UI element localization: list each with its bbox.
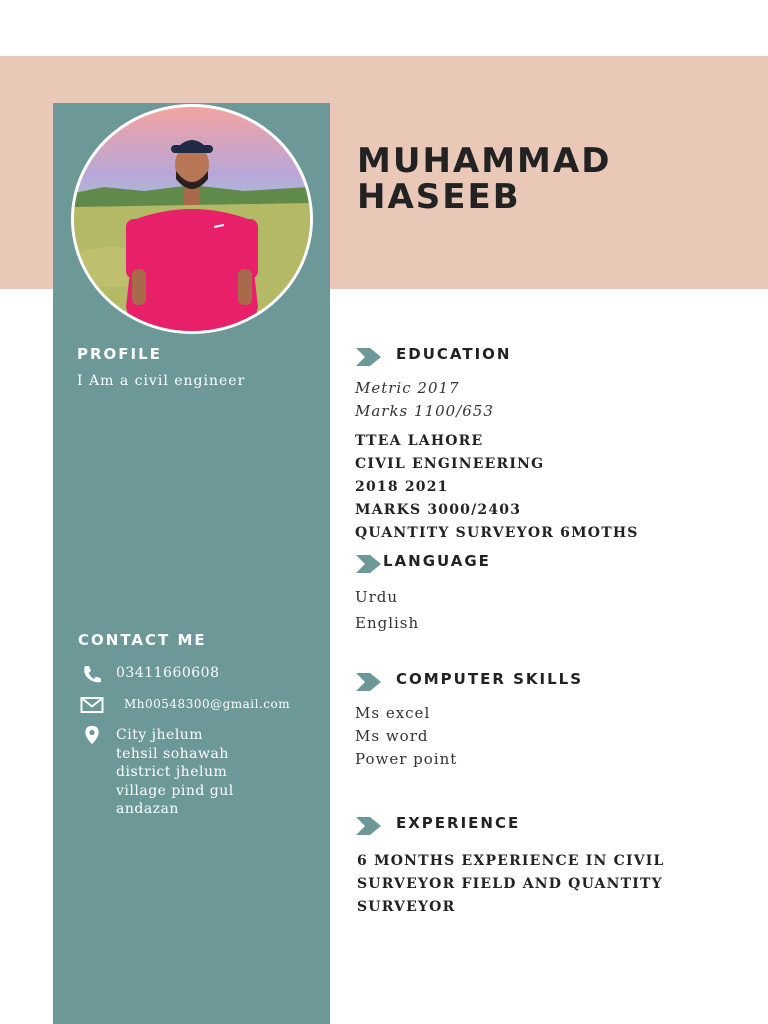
education-detail-line: 2018 2021 <box>355 479 449 495</box>
location-pin-icon <box>80 725 104 745</box>
contact-heading: CONTACT ME <box>78 631 207 649</box>
education-marks: Marks 1100/653 <box>355 402 494 420</box>
education-detail-line: TTEA LAHORE <box>355 433 484 449</box>
chevron-right-icon <box>356 554 382 574</box>
education-details <box>355 430 639 545</box>
experience-line: SURVEYOR <box>357 899 456 915</box>
skill-item: Ms excel <box>355 704 431 722</box>
profile-heading: PROFILE <box>77 345 162 363</box>
address-line: andazan <box>116 801 179 817</box>
chevron-right-icon <box>356 347 382 367</box>
profile-photo <box>71 104 313 334</box>
education-detail-line: CIVIL ENGINEERING <box>355 456 545 472</box>
experience-heading: EXPERIENCE <box>396 814 521 832</box>
address-line: village pind gul <box>116 782 234 799</box>
experience-text <box>357 850 665 919</box>
experience-line: 6 MONTHS EXPERIENCE IN CIVIL <box>357 853 665 869</box>
person-illustration <box>74 107 310 331</box>
address-line: district jhelum <box>116 764 228 780</box>
contact-phone: 03411660608 <box>116 665 220 681</box>
education-metric: Metric 2017 <box>355 379 460 397</box>
profile-text: I Am a civil engineer <box>77 373 246 389</box>
education-detail-line: QUANTITY SURVEYOR 6MOTHS <box>355 525 639 541</box>
candidate-name <box>357 143 611 215</box>
language-heading: LANGUAGE <box>383 552 491 570</box>
chevron-right-icon <box>356 816 382 836</box>
name-line-first: MUHAMMAD <box>357 141 612 181</box>
experience-line: SURVEYOR FIELD AND QUANTITY <box>357 876 663 892</box>
computer-skills-heading: COMPUTER SKILLS <box>396 670 584 688</box>
envelope-icon <box>80 695 104 715</box>
name-line-last: HASEEB <box>357 177 521 217</box>
education-detail-line: MARKS 3000/2403 <box>355 502 522 518</box>
contact-address <box>116 726 234 819</box>
language-item: English <box>355 614 420 632</box>
chevron-right-icon <box>356 672 382 692</box>
address-line: tehsil sohawah <box>116 745 229 762</box>
contact-email: Mh00548300@gmail.com <box>124 697 291 711</box>
language-item: Urdu <box>355 588 399 606</box>
phone-icon <box>80 664 104 684</box>
computer-skills-list <box>355 702 457 771</box>
education-heading: EDUCATION <box>396 345 512 363</box>
address-line: City jhelum <box>116 727 204 743</box>
skill-item: Ms word <box>355 727 429 745</box>
skill-item: Power point <box>355 750 458 768</box>
